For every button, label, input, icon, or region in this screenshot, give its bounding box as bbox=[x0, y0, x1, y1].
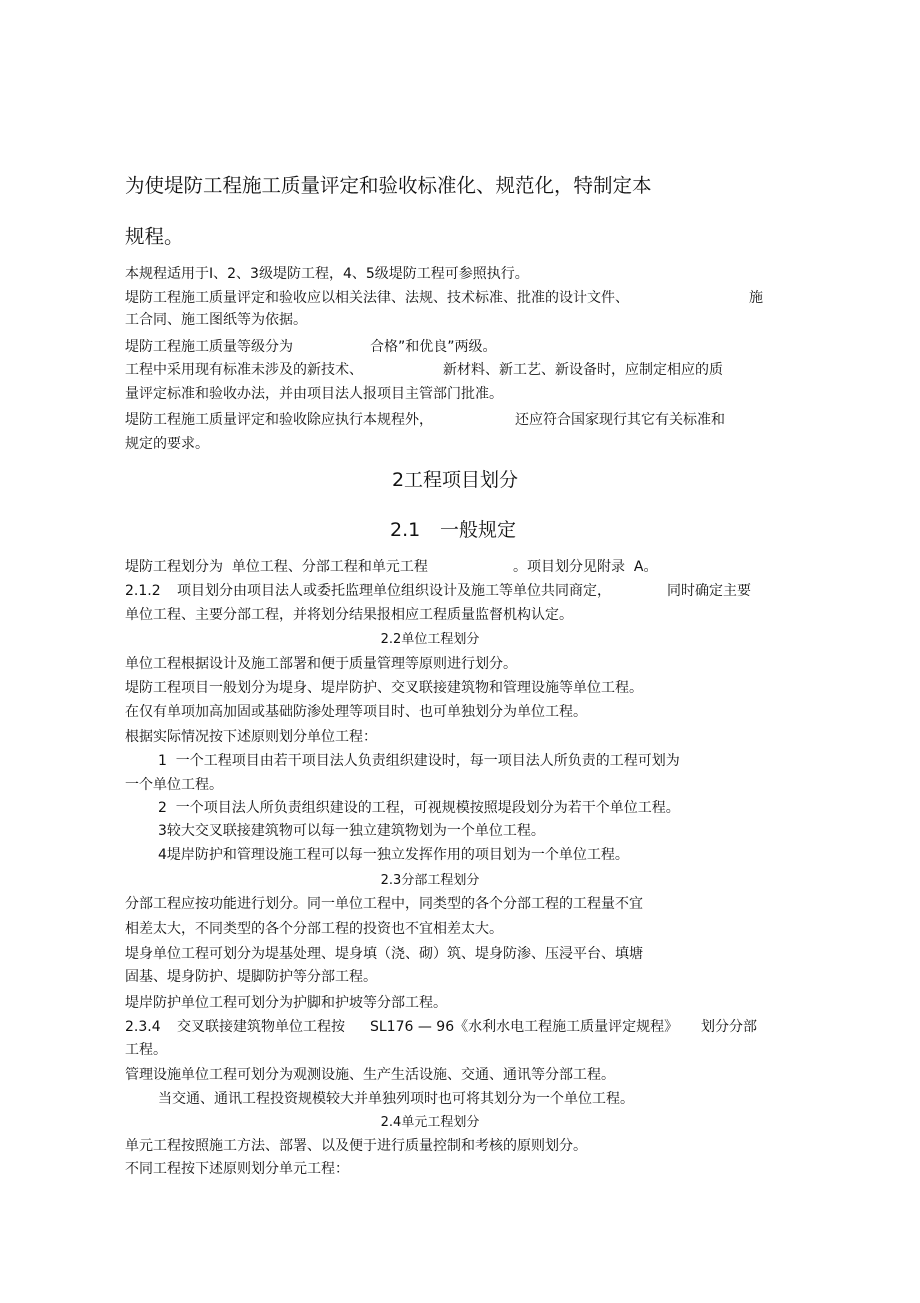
paragraph-new-tech-cont: 量评定标准和验收办法，并由项目法人报项目主管部门批准。 bbox=[125, 386, 503, 402]
list-item-4: 4堤岸防护和管理设施工程可以每一独立发挥作用的项目划为一个单位工程。 bbox=[158, 847, 629, 863]
paragraph-2-2-2: 堤防工程项目一般划分为堤身、堤岸防护、交叉联接建筑物和管理设施等单位工程。 bbox=[125, 680, 643, 696]
paragraph-2-3-4-part1: 交叉联接建筑物单位工程按 bbox=[177, 1019, 345, 1035]
paragraph-2-3-4-part2: 划分分部 bbox=[701, 1019, 757, 1035]
intro-line-2: 规程。 bbox=[125, 225, 184, 248]
paragraph-other-standards bbox=[125, 411, 765, 429]
paragraph-other-standards-part1: 堤防工程施工质量评定和验收除应执行本规程外， bbox=[125, 412, 433, 428]
intro-line-1: 为使堤防工程施工质量评定和验收标准化、规范化，特制定本 bbox=[125, 174, 652, 197]
paragraph-grades bbox=[125, 338, 765, 356]
paragraph-2-1-2-part2: 同时确定主要 bbox=[667, 583, 751, 599]
paragraph-2-3-4 bbox=[125, 1018, 785, 1036]
list-item-1: 1 一个工程项目由若干项目法人负责组织建设时，每一项目法人所负责的工程可划为 bbox=[158, 753, 680, 769]
paragraph-basis-cont: 工合同、施工图纸等为依据。 bbox=[125, 312, 307, 328]
paragraph-2-3-2-cont: 固基、堤身防护、堤脚防护等分部工程。 bbox=[125, 969, 377, 985]
paragraph-2-3-3: 堤岸防护单位工程可划分为护脚和护坡等分部工程。 bbox=[125, 995, 447, 1011]
paragraph-basis-part2: 施 bbox=[749, 290, 763, 306]
paragraph-2-2-3: 在仅有单项加高加固或基础防渗处理等项目时、也可单独划分为单位工程。 bbox=[125, 704, 587, 720]
paragraph-2-3-2: 堤身单位工程可划分为堤基处理、堤身填（浇、砌）筑、堤身防渗、压浸平台、填塘 bbox=[125, 946, 643, 962]
section-2-3-heading: 2.3分部工程划分 bbox=[380, 873, 480, 888]
section-2-1-title: 一般规定 bbox=[440, 519, 517, 541]
paragraph-2-3-4-number: 2.3.4 bbox=[125, 1019, 161, 1035]
list-item-3: 3较大交叉联接建筑物可以每一独立建筑物划为一个单位工程。 bbox=[158, 823, 545, 839]
paragraph-2-1-1 bbox=[125, 558, 765, 576]
paragraph-2-1-2-cont: 单位工程、主要分部工程，并将划分结果报相应工程质量监督机构认定。 bbox=[125, 607, 573, 623]
paragraph-basis-part1: 堤防工程施工质量评定和验收应以相关法律、法规、技术标准、批准的设计文件、 bbox=[125, 290, 629, 306]
list-item-2: 2 一个项目法人所负责组织建设的工程，可视规模按照堤段划分为若干个单位工程。 bbox=[158, 800, 680, 816]
paragraph-2-4-2: 不同工程按下述原则划分单元工程： bbox=[125, 1161, 349, 1177]
paragraph-2-3-4-standard: SL176 — 96《水利水电工程施工质量评定规程》 bbox=[370, 1019, 679, 1035]
paragraph-2-1-1-part2: 。项目划分见附录 A。 bbox=[513, 559, 658, 575]
list-item-1-cont: 一个单位工程。 bbox=[125, 777, 223, 793]
paragraph-new-tech-part1: 工程中采用现有标准未涉及的新技术、 bbox=[125, 362, 363, 378]
paragraph-other-standards-cont: 规定的要求。 bbox=[125, 436, 209, 452]
paragraph-basis bbox=[125, 289, 765, 307]
paragraph-2-3-6: 当交通、通讯工程投资规模较大并单独列项时也可将其划分为一个单位工程。 bbox=[158, 1091, 634, 1107]
section-2-1-heading bbox=[390, 518, 590, 544]
paragraph-2-1-2-part1: 项目划分由项目法人或委托监理单位组织设计及施工等单位共同商定， bbox=[177, 583, 611, 599]
paragraph-2-3-5: 管理设施单位工程可划分为观测设施、生产生活设施、交通、通讯等分部工程。 bbox=[125, 1067, 615, 1083]
paragraph-2-1-2 bbox=[125, 582, 765, 600]
paragraph-new-tech bbox=[125, 361, 765, 379]
paragraph-2-3-1-cont: 相差太大，不同类型的各个分部工程的投资也不宜相差太大。 bbox=[125, 921, 503, 937]
section-2-2-heading: 2.2单位工程划分 bbox=[380, 632, 480, 647]
paragraph-scope: 本规程适用于I、2、3级堤防工程，4、5级堤防工程可参照执行。 bbox=[125, 266, 529, 282]
paragraph-2-3-1: 分部工程应按功能进行划分。同一单位工程中，同类型的各个分部工程的工程量不宜 bbox=[125, 896, 643, 912]
paragraph-2-3-4-cont: 工程。 bbox=[125, 1042, 167, 1058]
paragraph-2-2-4: 根据实际情况按下述原则划分单位工程： bbox=[125, 729, 377, 745]
paragraph-2-1-1-part1: 堤防工程划分为 单位工程、分部工程和单元工程 bbox=[125, 559, 428, 575]
chapter-2-title: 2工程项目划分 bbox=[391, 469, 519, 491]
paragraph-grades-part2: 合格”和优良”两级。 bbox=[370, 339, 497, 355]
paragraph-2-4-1: 单元工程按照施工方法、部署、以及便于进行质量控制和考核的原则划分。 bbox=[125, 1138, 587, 1154]
paragraph-2-2-1: 单位工程根据设计及施工部署和便于质量管理等原则进行划分。 bbox=[125, 656, 517, 672]
section-2-4-heading: 2.4单元工程划分 bbox=[380, 1115, 480, 1130]
paragraph-2-1-2-number: 2.1.2 bbox=[125, 583, 161, 599]
paragraph-grades-part1: 堤防工程施工质量等级分为 bbox=[125, 339, 293, 355]
paragraph-new-tech-part2: 新材料、新工艺、新设备时，应制定相应的质 bbox=[443, 362, 723, 378]
paragraph-other-standards-part2: 还应符合国家现行其它有关标准和 bbox=[515, 412, 725, 428]
section-2-1-number: 2.1 bbox=[390, 519, 421, 541]
